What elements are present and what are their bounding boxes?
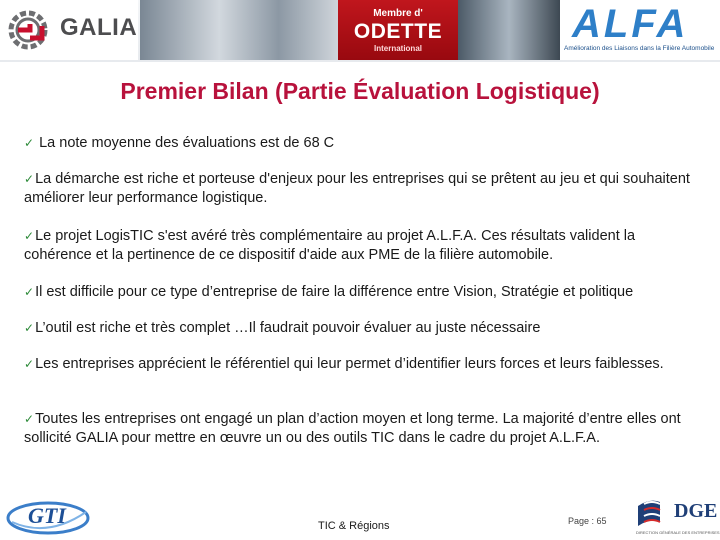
page-number: Page : 65	[568, 516, 607, 526]
bullet-item	[24, 319, 704, 338]
bullet-text: Toutes les entreprises ont engagé un plan d’action moyen et long terme. La majorité d’entre elles ont sollicité GALIA pour mettre en œuvre un ou des outils TIC dans le cadre du projet A.L.F.A.	[24, 411, 681, 446]
odette-name: ODETTE	[353, 20, 443, 43]
bullet-item	[24, 283, 704, 302]
bullet-item	[24, 410, 704, 448]
bullet-text: Le projet LogisTIC s'est avéré très complémentaire au projet A.L.F.A. Ces résultats valident la cohérence et la pertinence de ce dispositif d'aide aux PME de la filière automobile.	[24, 228, 636, 263]
bullet-text: Les entreprises apprécient le référentiel qui leur permet d’identifier leurs forces et leurs faiblesses.	[35, 356, 664, 372]
dge-logo-text: DGE	[674, 500, 718, 522]
bullet-item	[24, 355, 704, 374]
checkmark-icon: ✓	[24, 136, 35, 150]
slide-title: Premier Bilan (Partie Évaluation Logistique)	[120, 78, 600, 104]
header-photo-strip	[140, 0, 338, 60]
bullet-item	[24, 170, 704, 208]
checkmark-icon: ✓	[24, 285, 35, 299]
footer-center-text: TIC & Régions	[318, 520, 390, 532]
bullet-text: Il est difficile pour ce type d’entreprise de faire la différence entre Vision, Stratégie et politique	[35, 284, 634, 300]
odette-member-label: Membre d'	[373, 8, 423, 19]
bullet-text: La démarche est riche et porteuse d'enjeux pour les entreprises qui se prêtent au jeu et qui souhaitent améliorer leur performance logistique.	[24, 171, 690, 206]
odette-international-label: International	[373, 44, 422, 53]
galia-logo	[0, 0, 138, 60]
gti-logo	[0, 494, 96, 540]
checkmark-icon: ✓	[24, 321, 35, 335]
bullet-item	[24, 227, 704, 265]
dge-logo	[636, 494, 720, 538]
alfa-logo	[560, 0, 720, 60]
header-banner	[0, 0, 720, 62]
bullet-text: L’outil est riche et très complet …Il faudrait pouvoir évaluer au juste nécessaire	[35, 320, 541, 336]
checkmark-icon: ✓	[24, 357, 35, 371]
header-photo-strip-2	[458, 0, 560, 60]
checkmark-icon: ✓	[24, 412, 35, 426]
checkmark-icon: ✓	[24, 229, 35, 243]
bullet-text: La note moyenne des évaluations est de 68 C	[39, 135, 335, 151]
galia-logo-text: GALIA	[60, 14, 138, 41]
galia-gear-icon	[6, 8, 54, 52]
bullet-item	[24, 134, 704, 153]
checkmark-icon: ✓	[24, 172, 35, 186]
alfa-logo-word: ALFA	[572, 2, 689, 46]
dge-logo-subtitle: DIRECTION GÉNÉRALE DES ENTREPRISES	[636, 530, 720, 535]
alfa-logo-tagline: Amélioration des Liaisons dans la Filière Automobile	[564, 45, 715, 52]
dge-flag-icon	[636, 496, 672, 528]
gti-logo-text: GTI	[28, 503, 66, 528]
odette-logo	[338, 0, 458, 60]
